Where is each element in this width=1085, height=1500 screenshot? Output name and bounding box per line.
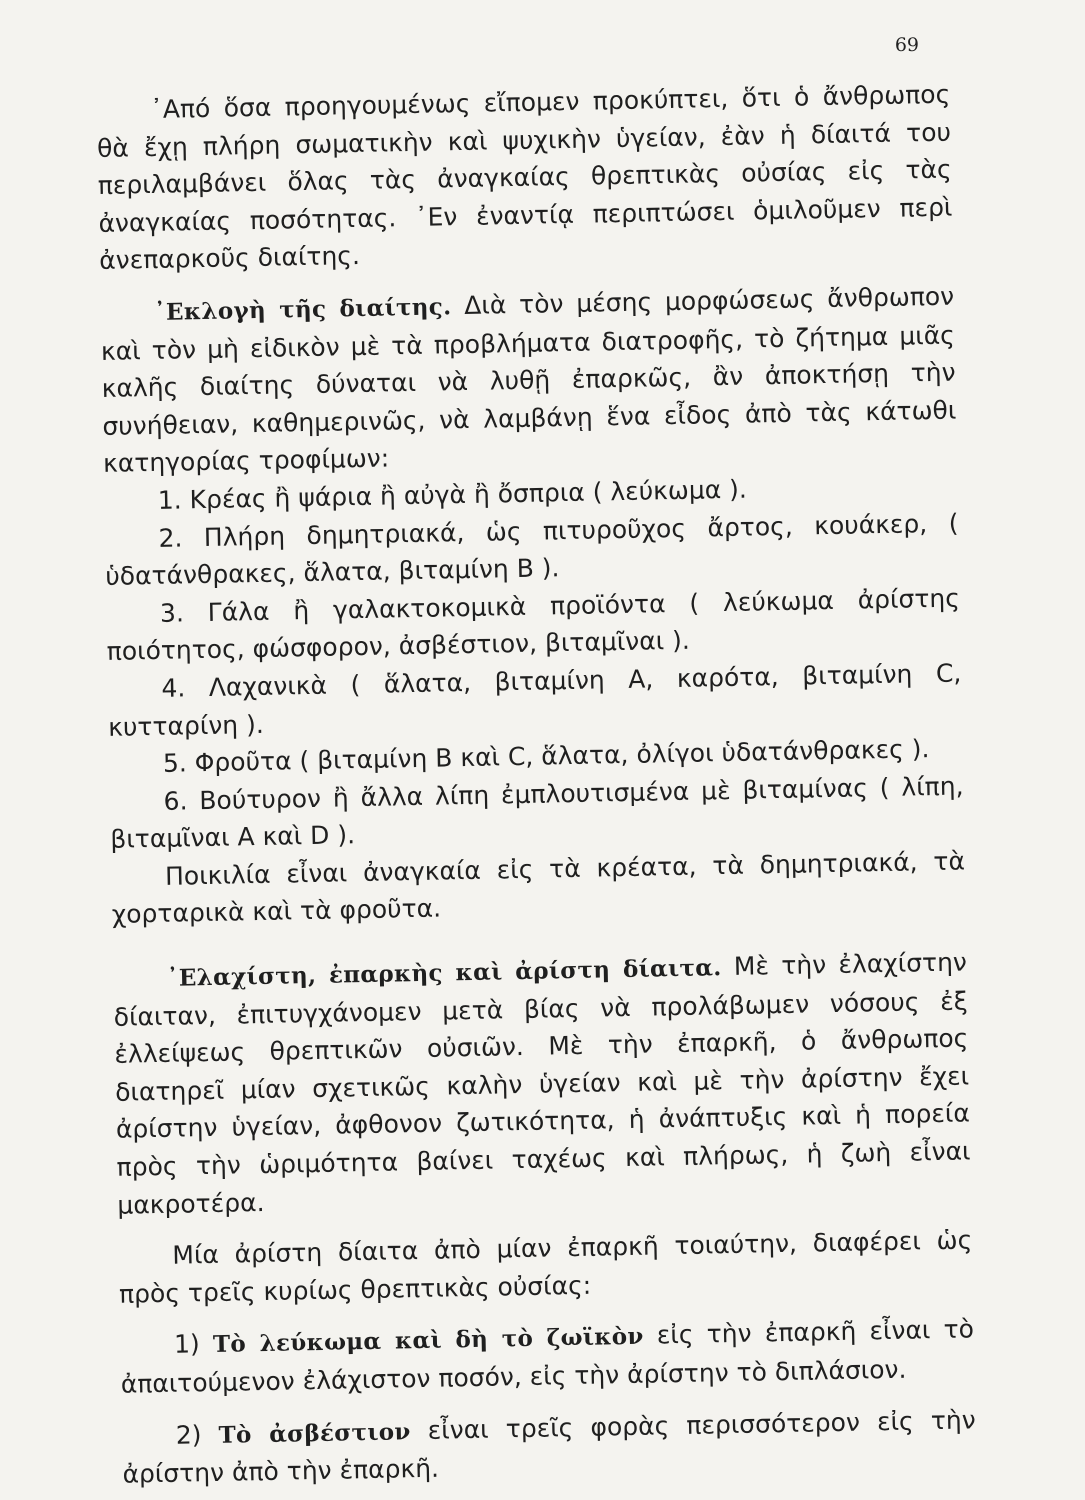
section-heading-diet-types: ᾽Ελαχίστη, ἐπαρκὴς καὶ ἀρίστη δίαιτα. [166, 954, 722, 992]
numbered-item-calcium [121, 1401, 976, 1494]
item-number: 1) [173, 1329, 214, 1360]
item-heading-protein: Τὸ λεύκωμα καὶ δὴ τὸ ζωϊκὸν [212, 1323, 644, 1359]
numbered-item-protein [120, 1311, 975, 1404]
list-item-5: 5. Φροῦτα ( βιταμίνη Β καὶ C, ἅλατα, ὀλίγοι ὑδατάνθρακες ). [162, 734, 930, 778]
list-item-6: 6. Βούτυρον ἢ ἄλλα λίπη ἐμπλουτισμένα μὲ βιταμίνας ( λίπη, βιταμῖναι Α καὶ D ). [110, 771, 964, 855]
paragraph-diet-types [113, 944, 972, 1225]
list-item-1: 1. Κρέας ἢ ψάρια ἢ αὐγὰ ἢ ὄσπρια ( λεύκωμα ). [157, 474, 748, 515]
paragraph-text: Μὲ τὴν ἐλαχίστην δίαιταν, ἐπιτυγχάνομεν μετὰ βίας νὰ προλάβωμεν νόσους ἐξ ἐλλείψεως θρεπτικῶν οὐσιῶν. Μὲ τὴν ἐπαρκῆ, ὁ ἄνθρωπος διατηρεῖ μίαν σχετικῶς καλὴν ὑγείαν καὶ μὲ τὴν ἀρίστην ἔχει ἀρίστην ὑγείαν, ἀφθονον ζωτικότητα, ἡ ἀνάπτυξις καὶ ἡ πορεία πρὸς τὴν ὡριμότητα βαίνει ταχέως καὶ πλήρως, ἡ ζωὴ εἶναι μακροτέρα. [113, 947, 971, 1220]
item-text: εἶναι τρεῖς φορὰς περισσότερον εἰς τὴν ἀρίστην ἀπὸ τὴν ἐπαρκῆ. [122, 1404, 976, 1489]
section-heading-diet-selection: ᾽Εκλογὴ τῆς διαίτης. [153, 293, 452, 326]
paragraph-diet-selection [100, 278, 957, 483]
paragraph-intro: ᾽Από ὅσα προηγουμένως εἴπομεν προκύπτει, ὅτι ὁ ἄνθρωπος θὰ ἔχῃ πλήρη σωματικὴν καὶ ψυχικὴν ὑγείαν, ἐὰν ἡ δίαιτά του περιλαμβάνει ὅλας τὰς ἀναγκαίας θρεπτικὰς οὐσίας εἰς τὰς ἀναγκαίας ποσότητας. ᾽Εν ἐναντίᾳ περιπτώσει ὁμιλοῦμεν περὶ ἀνεπαρκοῦς διαίτης. [96, 79, 953, 276]
list-item-3: 3. Γάλα ἢ γαλακτοκομικὰ προϊόντα ( λεύκωμα ἀρίστης ποιότητος, φώσφορον, ἀσβέστιον, βιταμῖναι ). [106, 583, 961, 667]
item-number: 2) [175, 1419, 219, 1450]
item-text: εἰς τὴν ἐπαρκῆ εἶναι τὸ ἀπαιτούμενον ἐλάχιστον ποσόν, εἰς τὴν ἀρίστην τὸ διπλάσιον. [120, 1314, 975, 1399]
paragraph-text: Διὰ τὸν μέσης μορφώσεως ἄνθρωπον καὶ τὸν μὴ εἰδικὸν μὲ τὰ προβλήματα διατροφῆς, τὸ ζήτημα μιᾶς καλῆς διαίτης δύναται νὰ λυθῇ ἐπαρκῶς, ἂν ἀποκτήσῃ τὴν συνήθειαν, καθημερινῶς, νὰ λαμβάνῃ ἕνα εἶδος ἀπὸ τὰς κάτωθι κατηγορίας τροφίμων: [100, 281, 957, 479]
paragraph-variety: Ποικιλία εἶναι ἀναγκαία εἰς τὰ κρέατα, τὰ δημητριακά, τὰ χορταρικὰ καὶ τὰ φροῦτα. [111, 846, 966, 930]
page-number: 69 [894, 34, 919, 56]
body-text [96, 76, 977, 1494]
list-item-2: 2. Πλήρη δημητριακά, ὡς πιτυροῦχος ἄρτος, κουάκερ, ( ὑδατάνθρακες, ἅλατα, βιταμίνη Β ). [105, 508, 959, 592]
list-item-4: 4. Λαχανικὰ ( ἅλατα, βιταμίνη Α, καρότα, βιταμίνη C, κυτταρίνη ). [107, 658, 962, 742]
item-heading-calcium: Τὸ ἀσβέστιον [218, 1417, 411, 1449]
paragraph-optimal-diet: Μία ἀρίστη δίαιτα ἀπὸ μίαν ἐπαρκῆ τοιαύτην, διαφέρει ὡς πρὸς τρεῖς κυρίως θρεπτικὰς οὐσίας: [118, 1225, 973, 1309]
